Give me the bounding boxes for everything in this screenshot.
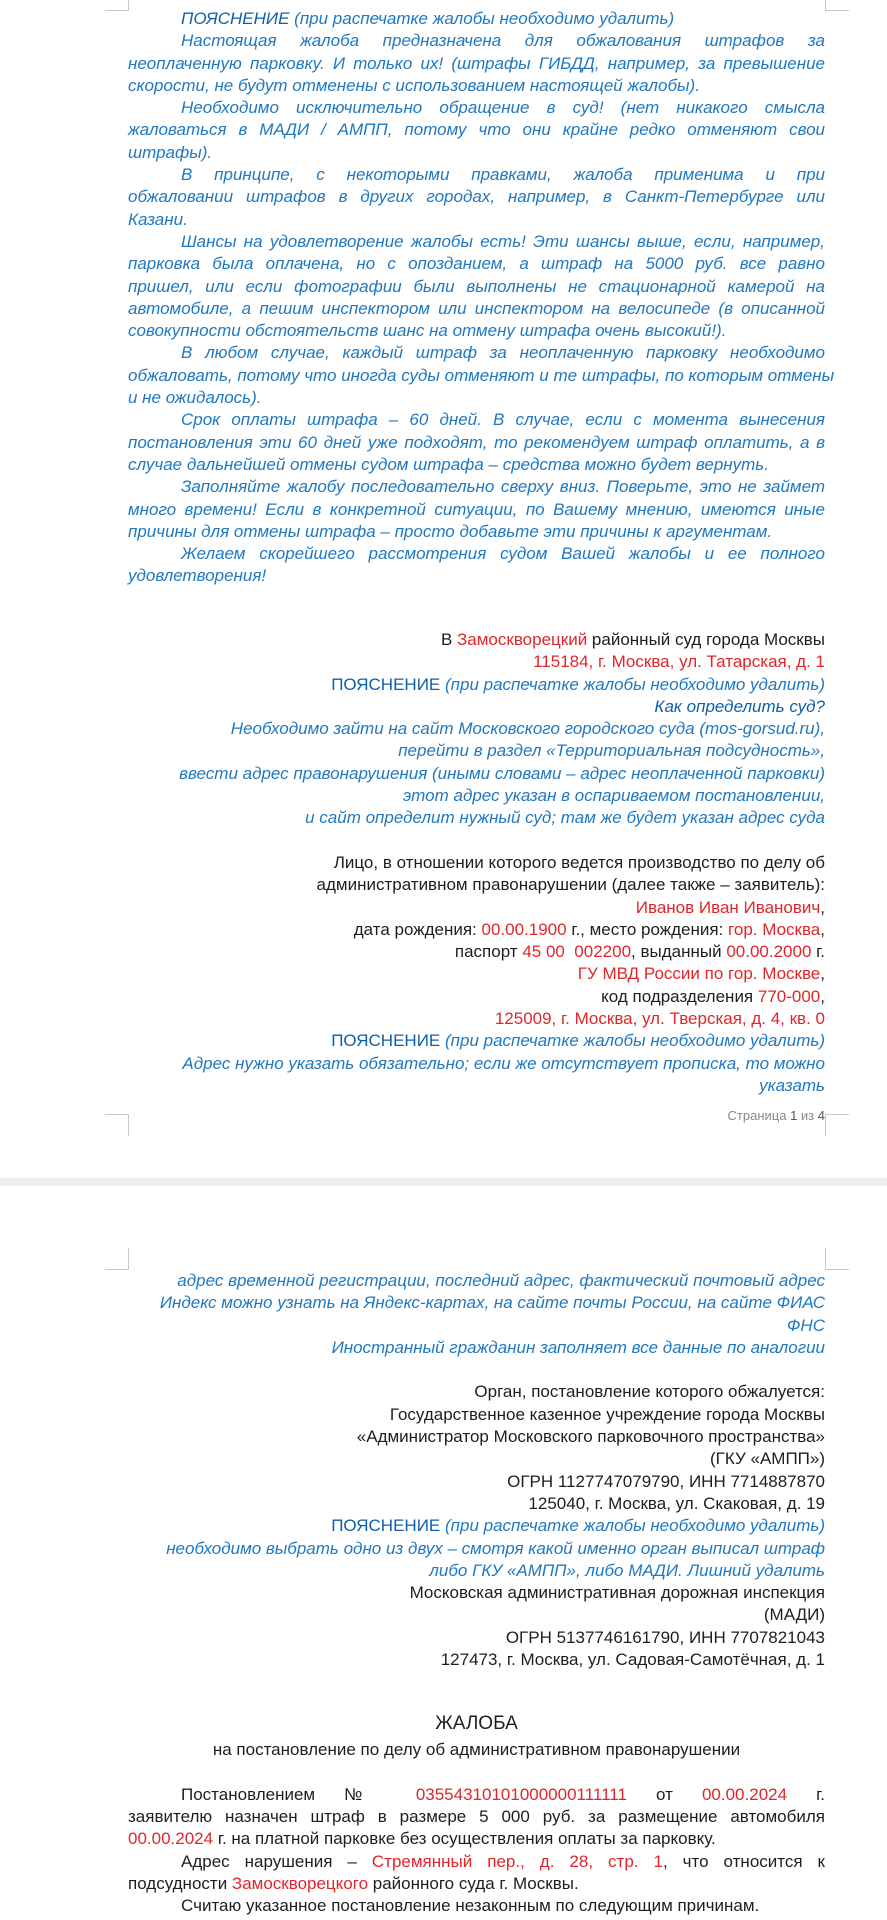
page1-bottom-right-corner-mark	[825, 1114, 826, 1136]
how-to-find-court-line: этот адрес указан в оспариваемом постановлении,	[402, 786, 825, 806]
applicant-name-line: Иванов Иван Иванович,	[635, 897, 825, 917]
paragraph-line: обжаловать, потому что иногда суды отменяют и те штрафы, по которым отмены	[128, 365, 835, 385]
paragraph-line: обжаловании штрафов в других городах, например, в Санкт-Петербурге или	[128, 187, 825, 207]
paragraph-line: случае дальнейшей отмены судом штрафа – средства можно будет вернуть.	[128, 454, 769, 474]
applicant-note-line: Иностранный гражданин заполняет все данные по аналогии	[331, 1337, 825, 1357]
page1-top-right-corner-mark	[825, 10, 849, 11]
authority-note-line: необходимо выбрать одно из двух – смотря какой именно орган выписал штраф	[166, 1538, 825, 1558]
parking-date: 00.00.2024	[128, 1829, 214, 1849]
note-heading-line	[128, 8, 825, 30]
applicant-intro-line	[128, 874, 825, 896]
applicant-note-line: Индекс можно узнать на Яндекс-картах, на сайте почты России, на сайте ФИАС	[159, 1293, 825, 1313]
page-separator	[0, 1178, 887, 1186]
complaint-text: г. на платной парковке без осуществления оплаты за парковку.	[213, 1829, 716, 1849]
complaint-line	[128, 1784, 825, 1806]
complaint-text: , что относится к	[662, 1851, 825, 1871]
note-heading-paren: (при распечатке жалобы необходимо удалить)	[289, 9, 675, 28]
page1-top-right-corner-mark	[825, 0, 826, 10]
ampp-line: «Администратор Московского парковочного пространства»	[356, 1427, 825, 1447]
paragraph-line: причины для отмены штрафа – просто добавьте эти причины к аргументам.	[128, 521, 773, 541]
spacer	[128, 1359, 825, 1381]
complaint-text: г.	[816, 1784, 825, 1804]
court-prefix: В	[440, 630, 458, 649]
applicant-intro-line: Лицо, в отношении которого ведется производство по делу об	[333, 852, 825, 872]
complaint-line	[128, 1851, 825, 1873]
birth-place-label: г., место рождения:	[566, 919, 729, 939]
birth-place: гор. Москва	[728, 919, 821, 939]
paragraph-line: Казани.	[128, 209, 188, 229]
applicant-note-line: адрес временной регистрации, последний адрес, фактический почтовый адрес	[177, 1271, 825, 1290]
applicant-note-line: Адрес нужно указать обязательно; если же отсутствует прописка, то можно	[182, 1053, 825, 1073]
complaint-text: Адрес нарушения –	[181, 1851, 372, 1871]
authority-note-heading-line	[128, 1515, 825, 1537]
how-to-find-court-line: и сайт определит нужный суд; там же будет указан адрес суда	[305, 808, 825, 828]
issued-date: 00.00.2000	[726, 942, 812, 962]
paragraph-line: штрафы).	[128, 142, 213, 162]
note-heading: ПОЯСНЕНИЕ	[331, 1516, 441, 1536]
complaint-line	[128, 1873, 825, 1895]
paragraph-line: Необходимо исключительно обращение в суд! (нет никакого смысла	[181, 98, 825, 118]
paragraph-line: Настоящая жалоба предназначена для обжалования штрафов за	[181, 31, 825, 51]
footer-label: Страница	[727, 1108, 791, 1123]
court-suffix: районный суд города Москвы	[587, 630, 825, 649]
how-to-find-court-line: Необходимо зайти на сайт Московского городского суда (mos-gorsud.ru),	[230, 719, 825, 739]
paragraph-line: и не ожидалось).	[128, 388, 262, 408]
ampp-line: 125040, г. Москва, ул. Скаковая, д. 19	[528, 1493, 825, 1513]
note-heading: ПОЯСНЕНИЕ	[331, 1031, 441, 1051]
court-address: 115184, г. Москва, ул. Татарская, д. 1	[533, 652, 825, 672]
complaint-text: районного суда г. Москвы.	[368, 1874, 579, 1894]
applicant-address: 125009, г. Москва, ул. Тверская, д. 4, кв. 0	[494, 1009, 825, 1029]
passport-number: 45 00 002200	[522, 942, 632, 962]
paragraph-line: совокупности обстоятельств шанс на отмену штрафа очень высокий!).	[128, 321, 727, 341]
complaint-text: от	[656, 1784, 702, 1804]
complaint-text: Постановлением №	[181, 1784, 416, 1804]
paragraph-line: скорости, не будут отменены с использованием настоящей жалобы).	[128, 75, 700, 95]
complaint-line: Считаю указанное постановление незаконным по следующим причинам.	[181, 1896, 760, 1916]
explanation-notes	[128, 8, 835, 588]
paragraph-line: Желаем скорейшего рассмотрения судом Вашей жалобы и ее полного	[181, 544, 825, 564]
spacer	[128, 1762, 825, 1784]
madi-line: (МАДИ)	[763, 1605, 825, 1625]
madi-line: 127473, г. Москва, ул. Садовая-Самотёчная, д. 1	[440, 1650, 825, 1670]
complaint-line: заявителю назначен штраф в размере 5 000 руб. за размещение автомобиля	[128, 1807, 825, 1827]
footer-total: 4	[817, 1108, 825, 1123]
applicant-name: Иванов Иван Иванович	[635, 897, 821, 917]
paragraph-line: В принципе, с некоторыми правками, жалоба применима и при	[181, 165, 825, 185]
authority-heading: Орган, постановление которого обжалуется:	[474, 1382, 825, 1402]
note-heading-paren: (при распечатке жалобы необходимо удалить)	[440, 1516, 825, 1536]
court-name-genitive: Замоскворецкого	[231, 1874, 369, 1894]
madi-line: Московская административная дорожная инспекция	[409, 1583, 825, 1603]
footer-of: из	[797, 1108, 818, 1123]
note-heading: ПОЯСНЕНИЕ	[181, 9, 290, 28]
page2-top-left-corner-mark	[105, 1269, 129, 1270]
complaint-body	[128, 1713, 825, 1918]
authority-note-line: либо ГКУ «АМПП», либо МАДИ. Лишний удалить	[429, 1560, 825, 1580]
madi-line: ОГРН 5137746161790, ИНН 7707821043	[505, 1627, 825, 1647]
page-number-footer	[728, 1108, 825, 1123]
birth-date: 00.00.1900	[481, 919, 567, 939]
passport-label: паспорт	[454, 942, 523, 962]
note-heading-paren: (при распечатке жалобы необходимо удалить)	[440, 674, 825, 694]
resolution-date: 00.00.2024	[701, 1784, 788, 1804]
complaint-subtitle: на постановление по делу об административном правонарушении	[212, 1740, 741, 1760]
page1-bottom-right-corner-mark	[825, 1114, 849, 1115]
applicant-intro-text: административном правонарушении	[316, 875, 607, 895]
paragraph-line: удовлетворения!	[128, 566, 267, 586]
paragraph-line: парковка была оплачена, но с опозданием, а штраф на 5000 руб. все равно	[128, 254, 825, 274]
applicant-note-line: указать	[759, 1075, 825, 1095]
paragraph-line: пришел, или если фотографии были выполнены не стационарной камерой на	[128, 276, 825, 296]
court-addressee	[128, 629, 825, 1097]
complaint-text: подсудности	[128, 1874, 232, 1894]
applicant-issued-by-line: ГУ МВД России по гор. Москве,	[577, 964, 825, 984]
applicant-passport-line	[128, 941, 825, 963]
paragraph-line: много времени! Если в конкретной ситуации, по Вашему мнению, имеются иные	[128, 499, 825, 519]
applicant-note-line: ФНС	[786, 1315, 825, 1335]
division-code: 770-000	[757, 986, 821, 1006]
page2-top-left-corner-mark	[128, 1248, 129, 1270]
how-to-find-court-line: ввести адрес правонарушения (иными словами – адрес неоплаченной парковки)	[179, 763, 825, 783]
applicant-note-heading-line	[128, 1030, 825, 1052]
paragraph-line: автомобиле, а пешим инспектором или инспектором на велосипеде (в описанной	[128, 298, 825, 318]
ampp-line: ОГРН 1127747079790, ИНН 7714887870	[507, 1471, 825, 1491]
ampp-line: Государственное казенное учреждение города Москвы	[389, 1404, 825, 1424]
paragraph-line: жаловаться в МАДИ / АМПП, потому что они крайне редко отменяют свои	[128, 120, 825, 140]
court-note-heading-line	[128, 674, 825, 696]
page2-header	[128, 1270, 825, 1671]
spacer	[128, 830, 825, 852]
applicant-division-line: код подразделения 770-000,	[601, 986, 825, 1006]
paragraph-line: неоплаченную парковку. И только их! (штрафы ГИБДД, например, за превышение	[128, 53, 825, 73]
issued-suffix: г.	[811, 942, 825, 962]
page1-bottom-left-corner-mark	[128, 1114, 129, 1136]
how-to-find-court-line: перейти в раздел «Территориальная подсудность»,	[398, 741, 825, 761]
paragraph-line: Срок оплаты штрафа – 60 дней. В случае, если с момента вынесения	[181, 410, 825, 430]
page1-bottom-left-corner-mark	[105, 1114, 129, 1115]
page1-top-left-corner-mark	[105, 10, 129, 11]
issued-label: , выданный	[631, 942, 727, 962]
violation-address: Стремянный пер., д. 28, стр. 1	[371, 1851, 663, 1871]
complaint-line	[128, 1828, 825, 1850]
court-name: Замоскворецкий	[457, 630, 588, 649]
ampp-line: (ГКУ «АМПП»)	[710, 1449, 825, 1469]
division-label: код подразделения	[601, 986, 758, 1006]
applicant-birth-line: дата рождения: 00.00.1900 г., место рождения: гор. Москва,	[353, 919, 825, 939]
page2-top-right-corner-mark	[825, 1248, 826, 1270]
court-line	[128, 629, 825, 651]
paragraph-line: Шансы на удовлетворение жалобы есть! Эти шансы выше, если, например,	[181, 231, 825, 251]
birth-label: дата рождения:	[353, 919, 482, 939]
note-heading: ПОЯСНЕНИЕ	[331, 674, 441, 694]
issued-by: ГУ МВД России по гор. Москве	[577, 964, 821, 984]
footer-page: 1	[790, 1108, 798, 1123]
paragraph-line: В любом случае, каждый штраф за неоплаченную парковку необходимо	[181, 343, 825, 363]
resolution-number: 03554310101000000111111	[415, 1784, 627, 1804]
applicant-intro-paren: (далее также – заявитель):	[606, 875, 825, 895]
paragraph-line: постановления эти 60 дней уже подходят, то рекомендуем штраф оплатить, а в	[128, 432, 825, 452]
complaint-title: ЖАЛОБА	[435, 1713, 518, 1734]
paragraph-line: Заполняйте жалобу последовательно сверху вниз. Поверьте, это не займет	[181, 477, 825, 497]
how-to-find-court-title: Как определить суд?	[654, 696, 825, 716]
page2-top-right-corner-mark	[825, 1269, 849, 1270]
note-heading-paren: (при распечатке жалобы необходимо удалить)	[440, 1031, 825, 1051]
